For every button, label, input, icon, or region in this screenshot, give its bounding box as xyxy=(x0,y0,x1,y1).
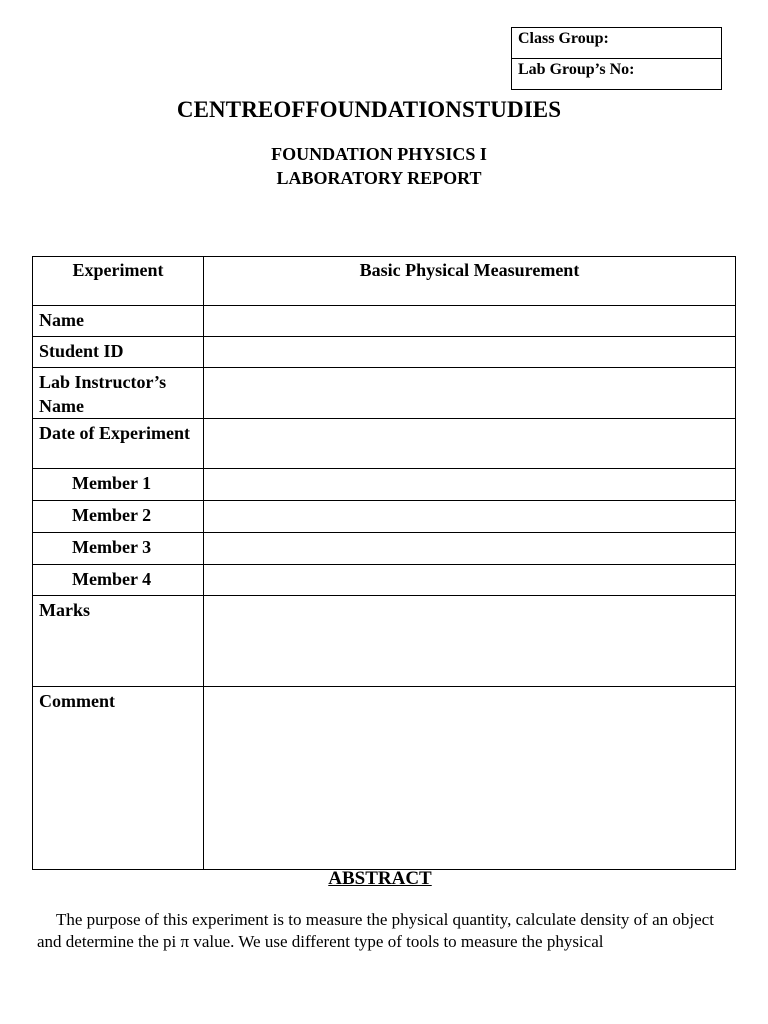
abstract-paragraph: The purpose of this experiment is to measure the physical quantity, calculate density of an object and determine the pi π value. We use different type of tools to measure the physical xyxy=(37,910,714,951)
marks-label: Marks xyxy=(33,596,204,687)
member-1-field[interactable] xyxy=(204,469,736,501)
member-4-field[interactable] xyxy=(204,565,736,596)
member-2-field[interactable] xyxy=(204,501,736,533)
report-info-table xyxy=(32,256,736,870)
member-2-label: Member 2 xyxy=(33,501,204,533)
report-type: LABORATORY REPORT xyxy=(276,168,482,188)
student-id-field[interactable] xyxy=(204,337,736,368)
class-group-box xyxy=(511,27,722,90)
student-id-label: Student ID xyxy=(33,337,204,368)
course-title: FOUNDATION PHYSICS I xyxy=(271,144,487,164)
lab-group-number-field[interactable]: Lab Group’s No: xyxy=(512,59,722,90)
marks-field[interactable] xyxy=(204,596,736,687)
comment-field[interactable] xyxy=(204,687,736,870)
class-group-field[interactable]: Class Group: xyxy=(512,28,722,59)
experiment-value: Basic Physical Measurement xyxy=(204,257,736,306)
date-label: Date of Experiment xyxy=(33,419,204,469)
member-1-label: Member 1 xyxy=(33,469,204,501)
member-4-label: Member 4 xyxy=(33,565,204,596)
member-3-label: Member 3 xyxy=(33,533,204,565)
document-title: CENTREOFFOUNDATIONSTUDIES xyxy=(176,97,562,122)
date-field[interactable] xyxy=(204,419,736,469)
name-label: Name xyxy=(33,306,204,337)
instructor-field[interactable] xyxy=(204,368,736,419)
member-3-field[interactable] xyxy=(204,533,736,565)
abstract-heading: ABSTRACT xyxy=(328,868,432,889)
instructor-label: Lab Instructor’s Name xyxy=(33,368,204,419)
experiment-label: Experiment xyxy=(33,257,204,306)
comment-label: Comment xyxy=(33,687,204,870)
name-field[interactable] xyxy=(204,306,736,337)
